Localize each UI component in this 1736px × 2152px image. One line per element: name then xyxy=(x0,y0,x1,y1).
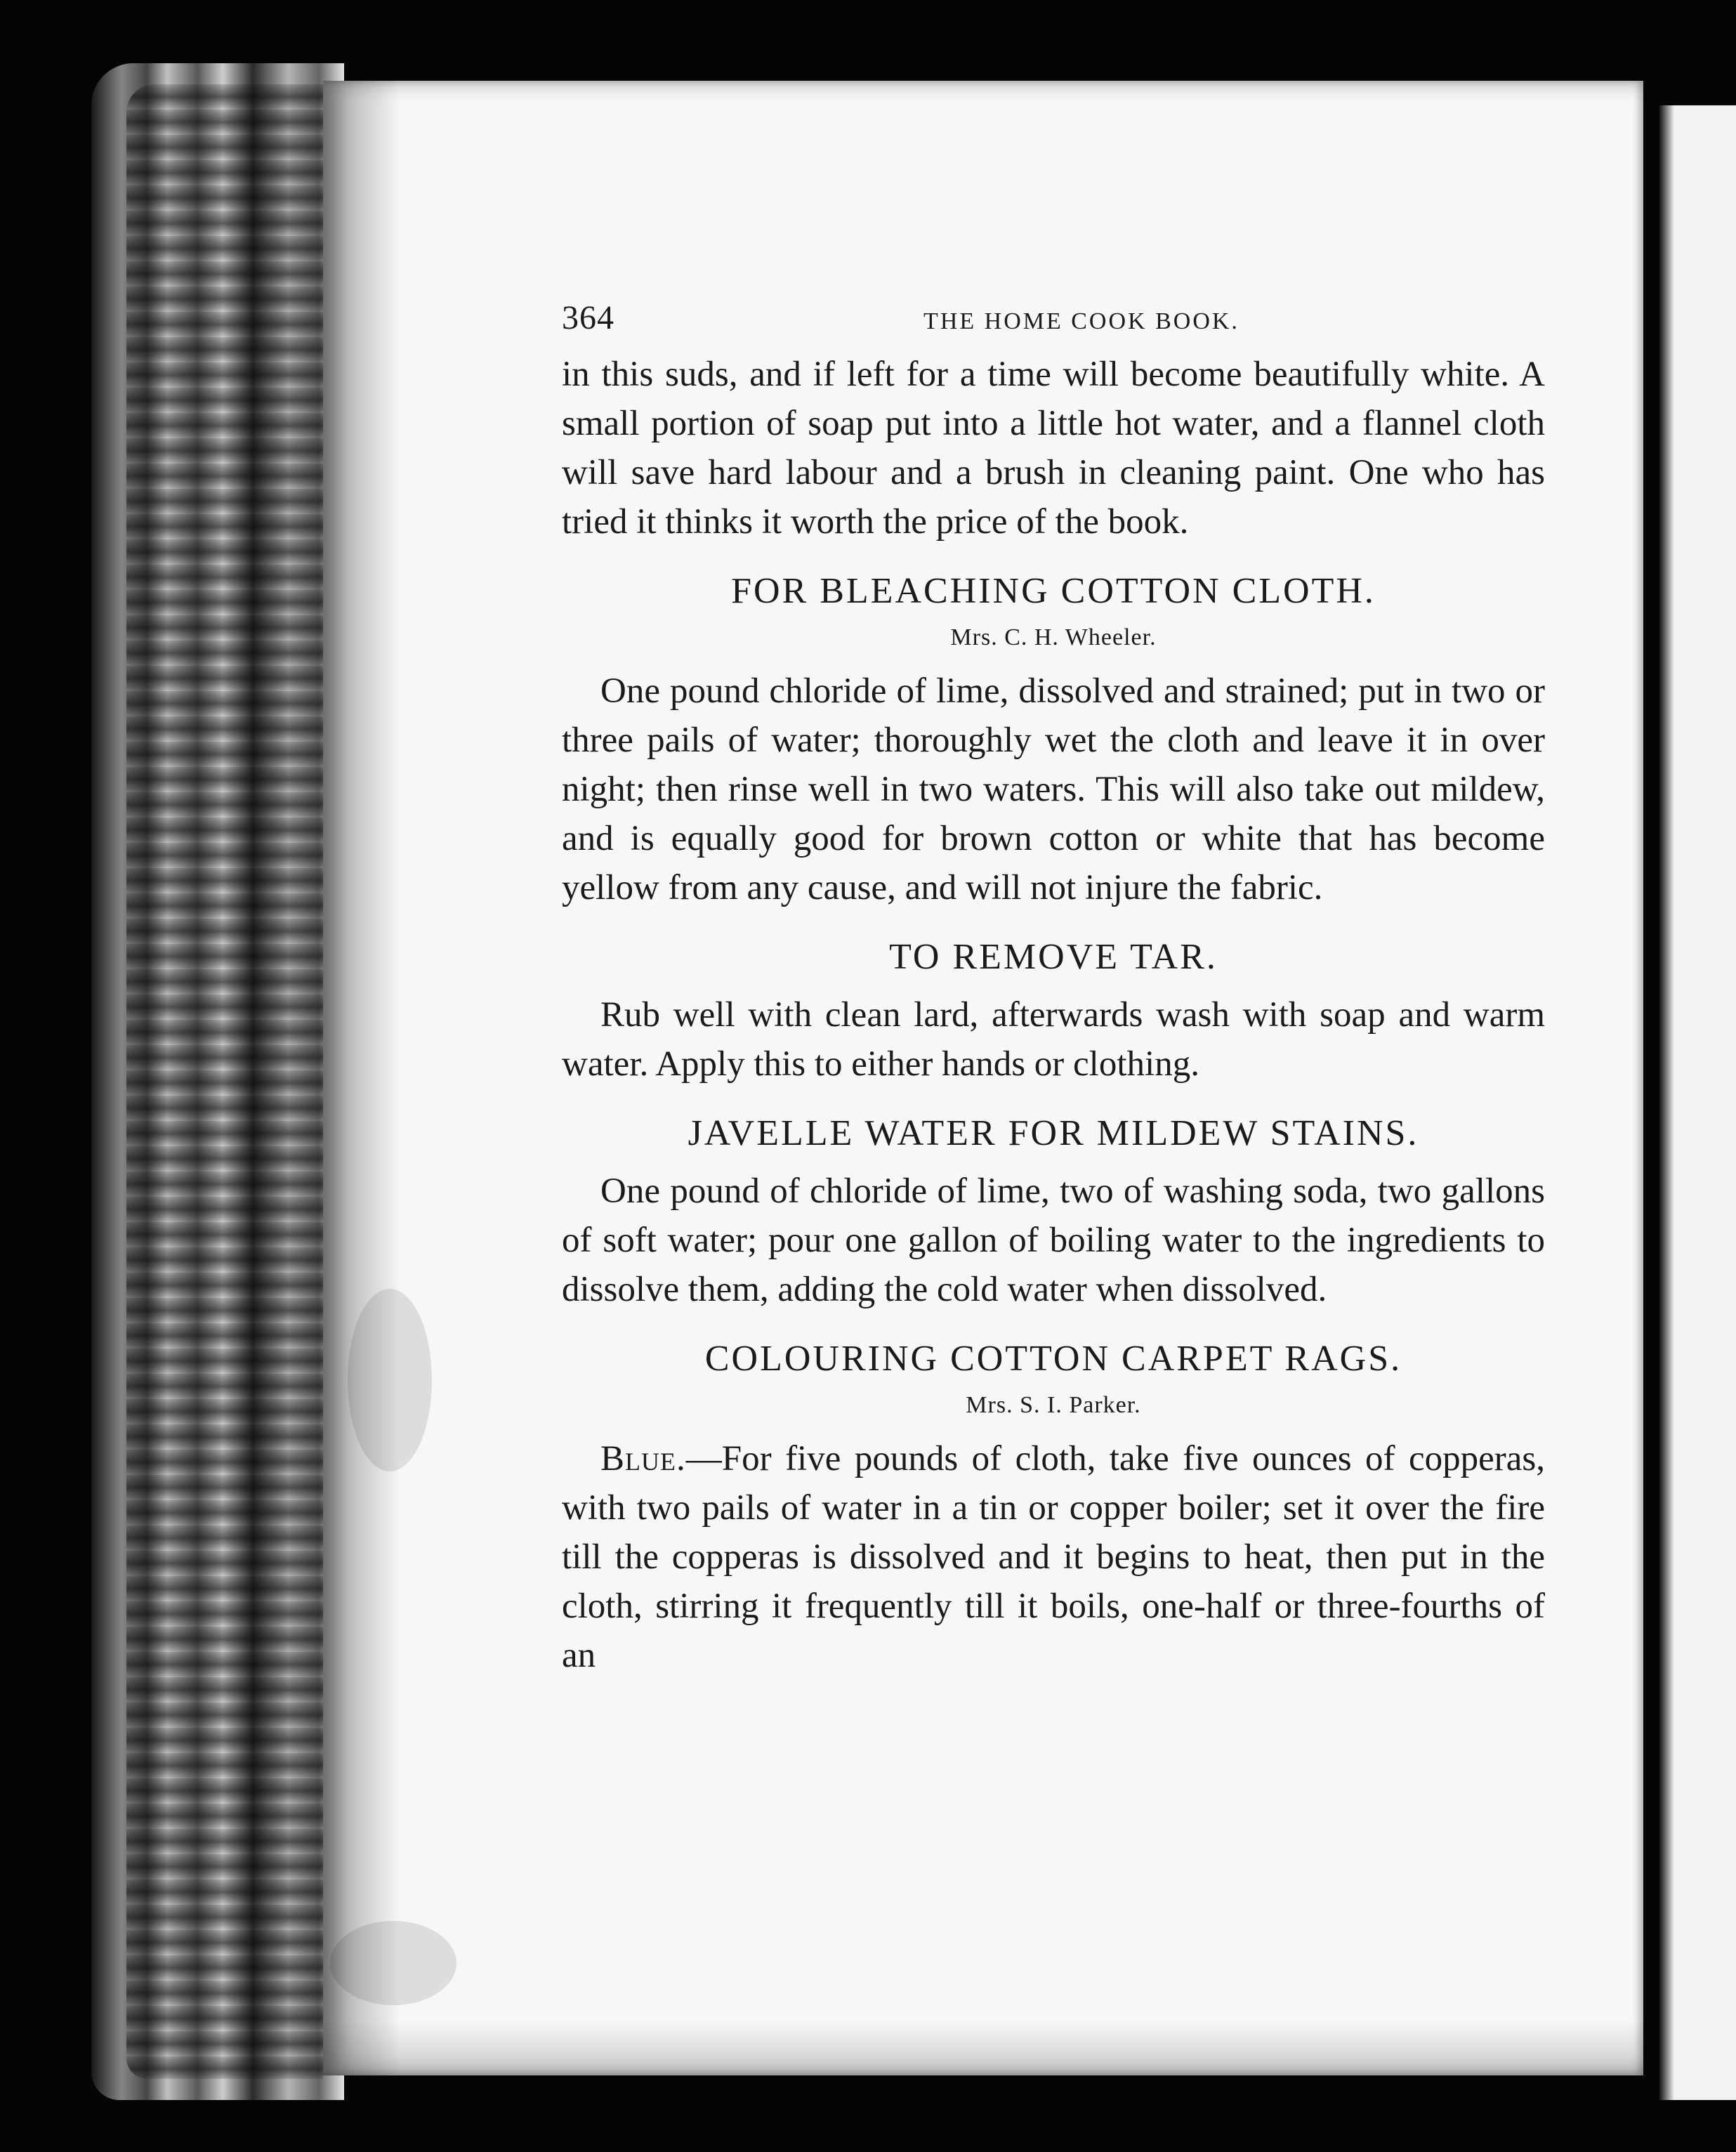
lead-in-blue: Blue. xyxy=(600,1439,686,1478)
intro-paragraph: in this suds, and if left for a time will become beautifully white. A small portion of soap put into a little hot water, and a flannel cloth will save hard labour and a brush in cleaning paint. One who has tried it thinks it worth the price of the book. xyxy=(562,355,1545,542)
page-stain xyxy=(348,1289,432,1471)
section-body-carpet-rags xyxy=(562,1434,1545,1680)
section-byline-bleaching: Mrs. C. H. Wheeler. xyxy=(950,624,1157,650)
section-heading-bleaching: FOR BLEACHING COTTON CLOTH. xyxy=(731,571,1376,611)
page-text xyxy=(562,298,1545,1680)
page-stain xyxy=(330,1921,456,2005)
book-title: THE HOME COOK BOOK. xyxy=(923,308,1239,334)
section-body-tar: Rub well with clean lard, afterwards wash with soap and warm water. Apply this to either hands or clothing. xyxy=(562,995,1545,1084)
page-number: 364 xyxy=(562,299,614,336)
section-heading-javelle: JAVELLE WATER FOR MILDEW STAINS. xyxy=(688,1113,1419,1153)
book-edge-shadow xyxy=(126,84,323,2079)
bottom-shadow xyxy=(323,2019,1643,2075)
carpet-rags-text: —For five pounds of cloth, take five ounces of copperas, with two pails of water in a tin or copper boiler; set it over the fire till the copperas is dissolved and it begins to heat, then put in the cloth, stirring it frequently till it boils, one-half or three-fourths of an xyxy=(562,1439,1545,1675)
section-heading-carpet-rags: COLOURING COTTON CARPET RAGS. xyxy=(704,1339,1402,1379)
section-body-javelle: One pound of chloride of lime, two of washing soda, two gallons of soft water; pour one gallon of boiling water to the ingredients to dissolve them, adding the cold water when dissolved. xyxy=(562,1172,1545,1309)
section-body-bleaching: One pound chloride of lime, dissolved and strained; put in two or three pails of water; thoroughly wet the cloth and leave it in over night; then rinse well in two waters. This will also take out mildew, and is equally good for brown cotton or white that has become yellow from any cause, and will not injure the fabric. xyxy=(562,671,1545,907)
facing-page-edge xyxy=(1659,105,1736,2100)
section-heading-tar: TO REMOVE TAR. xyxy=(889,937,1218,977)
gutter-shadow xyxy=(323,81,400,2075)
running-head xyxy=(562,298,1545,337)
section-byline-carpet-rags: Mrs. S. I. Parker. xyxy=(966,1392,1141,1418)
